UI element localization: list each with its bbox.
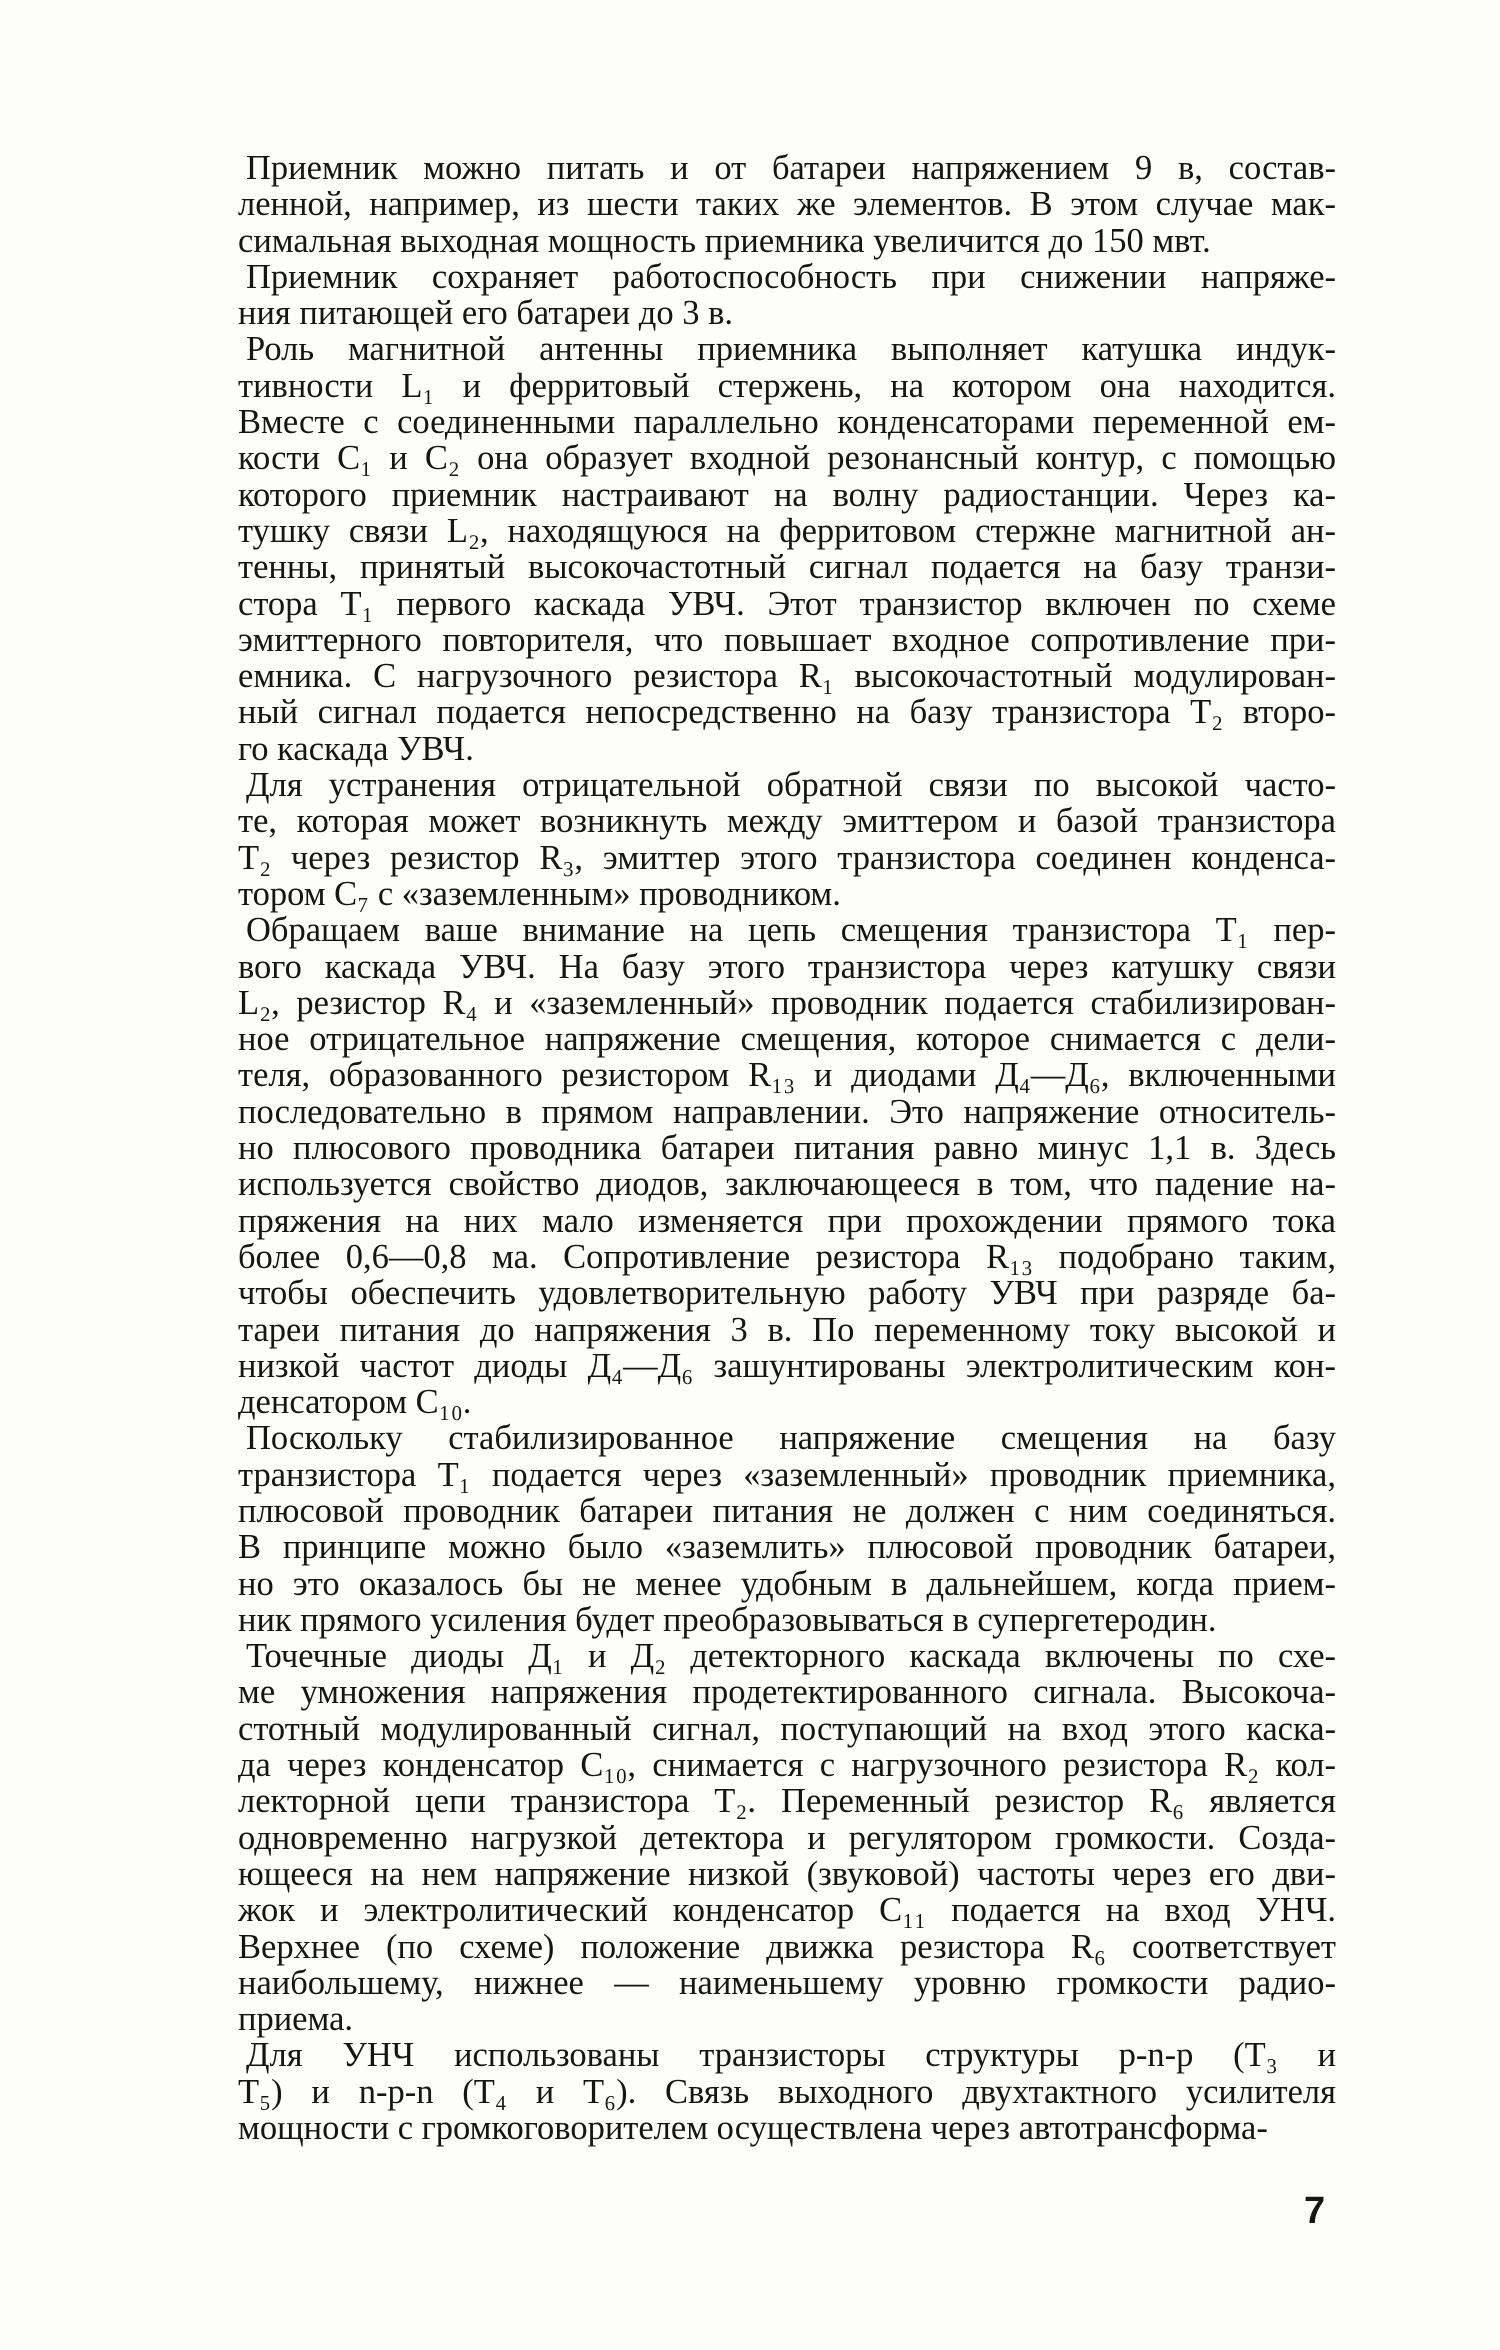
- text-line: но это оказалось бы не менее удобным в дальнейшем, когда прием-: [238, 1564, 1336, 1603]
- text-line: низкой частот диоды Д₄—Д₆ зашунтированы электролитическим кон-: [238, 1346, 1336, 1385]
- text-line: ния питающей его батареи до 3 в.: [238, 294, 734, 333]
- paragraph: [238, 150, 1336, 259]
- text-line: последовательно в прямом направлении. Это напряжение относитель-: [238, 1092, 1336, 1131]
- text-line: тором C₇ с «заземленным» проводником.: [238, 874, 841, 913]
- text-line: которого приемник настраивают на волну радиостанции. Через ка-: [238, 475, 1336, 514]
- paragraph: [238, 912, 1336, 1420]
- text-line: лекторной цепи транзистора T₂. Переменный резистор R₆ является: [238, 1782, 1336, 1821]
- text-line: Точечные диоды Д₁ и Д₂ детекторного каскада включены по схе-: [246, 1637, 1336, 1676]
- text-line: ный сигнал подается непосредственно на базу транзистора T₂ второ-: [238, 693, 1336, 732]
- text-line: Для УНЧ использованы транзисторы структуры p-n-p (T₃ и: [246, 2036, 1336, 2075]
- text-line: мощности с громкоговорителем осуществлена через автотрансформа-: [238, 2109, 1268, 2148]
- text-line: Обращаем ваше внимание на цепь смещения транзистора T₁ пер-: [246, 911, 1336, 950]
- text-line: Вместе с соединенными параллельно конденсаторами переменной ем-: [238, 403, 1336, 442]
- text-line: чтобы обеспечить удовлетворительную работу УВЧ при разряде ба-: [238, 1274, 1336, 1313]
- text-line: кости C₁ и C₂ она образует входной резонансный контур, с помощью: [238, 439, 1336, 478]
- text-line: жок и электролитический конденсатор C₁₁ подается на вход УНЧ.: [238, 1891, 1336, 1930]
- paragraph: [238, 1420, 1336, 1638]
- text-line: ник прямого усиления будет преобразовываться в супергетеродин.: [238, 1600, 1217, 1639]
- text-line: емника. С нагрузочного резистора R₁ высокочастотный модулирован-: [238, 657, 1336, 696]
- text-line: да через конденсатор C₁₀, снимается с нагрузочного резистора R₂ кол-: [238, 1746, 1336, 1785]
- text-line: плюсовой проводник батареи питания не должен с ним соединяться.: [238, 1491, 1336, 1530]
- text-line: более 0,6—0,8 ма. Сопротивление резистора R₁₃ подобрано таким,: [238, 1237, 1336, 1276]
- text-line: стотный модулированный сигнал, поступающий на вход этого каска-: [238, 1709, 1336, 1748]
- text-line: теля, образованного резистором R₁₃ и диодами Д₄—Д₆, включенными: [238, 1056, 1336, 1095]
- text-line: Для устранения отрицательной обратной связи по высокой часто-: [246, 766, 1336, 805]
- text-line: тенны, принятый высокочастотный сигнал подается на базу транзи-: [238, 548, 1336, 587]
- text-line: симальная выходная мощность приемника увеличится до 150 мвт.: [238, 221, 1211, 260]
- text-line: денсатором C₁₀.: [238, 1383, 472, 1422]
- text-line: пряжения на них мало изменяется при прохождении прямого тока: [238, 1201, 1336, 1240]
- paragraph: [238, 1638, 1336, 2037]
- text-line: T₅) и n-p-n (T₄ и T₆). Связь выходного двухтактного усилителя: [238, 2072, 1336, 2111]
- text-line: но плюсового проводника батареи питания равно минус 1,1 в. Здесь: [238, 1129, 1336, 1168]
- paragraph: [238, 2037, 1336, 2146]
- text-line: тивности L₁ и ферритовый стержень, на котором она находится.: [238, 366, 1336, 405]
- text-line: приема.: [238, 2000, 354, 2039]
- paragraph: [238, 259, 1336, 332]
- text-line: го каскада УВЧ.: [238, 729, 474, 768]
- text-line: одновременно нагрузкой детектора и регулятором громкости. Созда-: [238, 1818, 1336, 1857]
- text-line: используется свойство диодов, заключающееся в том, что падение на-: [238, 1165, 1336, 1204]
- text-line: Поскольку стабилизированное напряжение смещения на базу: [246, 1419, 1336, 1458]
- text-line: T₂ через резистор R₃, эмиттер этого транзистора соединен конденса-: [238, 838, 1336, 877]
- text-line: Роль магнитной антенны приемника выполняет катушка индук-: [246, 330, 1336, 369]
- text-line: L₂, резистор R₄ и «заземленный» проводник подается стабилизирован-: [238, 983, 1336, 1022]
- text-line: Верхнее (по схеме) положение движка резистора R₆ соответствует: [238, 1927, 1336, 1966]
- paragraph: [238, 767, 1336, 912]
- text-line: Приемник можно питать и от батареи напряжением 9 в, состав-: [246, 149, 1336, 187]
- text-line: транзистора T₁ подается через «заземленный» проводник приемника,: [238, 1455, 1336, 1494]
- paragraph: [238, 331, 1336, 767]
- text-line: тушку связи L₂, находящуюся на ферритовом стержне магнитной ан-: [238, 511, 1336, 550]
- text-line: ме умножения напряжения продетектированного сигнала. Высокоча-: [238, 1673, 1336, 1712]
- text-line: ленной, например, из шести таких же элементов. В этом случае мак-: [238, 185, 1336, 224]
- text-line: вого каскада УВЧ. На базу этого транзистора через катушку связи: [238, 947, 1336, 986]
- text-line: ное отрицательное напряжение смещения, которое снимается с дели-: [238, 1020, 1336, 1059]
- text-line: Приемник сохраняет работоспособность при снижении напряже-: [246, 257, 1336, 296]
- page-number: 7: [1304, 2190, 1326, 2232]
- text-line: стора T₁ первого каскада УВЧ. Этот транзистор включен по схеме: [238, 584, 1336, 623]
- text-line: те, которая может возникнуть между эмиттером и базой транзистора: [238, 802, 1336, 841]
- text-line: тареи питания до напряжения 3 в. По переменному току высокой и: [238, 1310, 1336, 1349]
- body-text: [238, 150, 1336, 2146]
- text-line: В принципе можно было «заземлить» плюсовой проводник батареи,: [238, 1528, 1336, 1567]
- text-line: наибольшему, нижнее — наименьшему уровню громкости радио-: [238, 1963, 1336, 2002]
- text-line: эмиттерного повторителя, что повышает входное сопротивление при-: [238, 620, 1336, 659]
- text-line: ющееся на нем напряжение низкой (звуковой) частоты через его дви-: [238, 1854, 1336, 1893]
